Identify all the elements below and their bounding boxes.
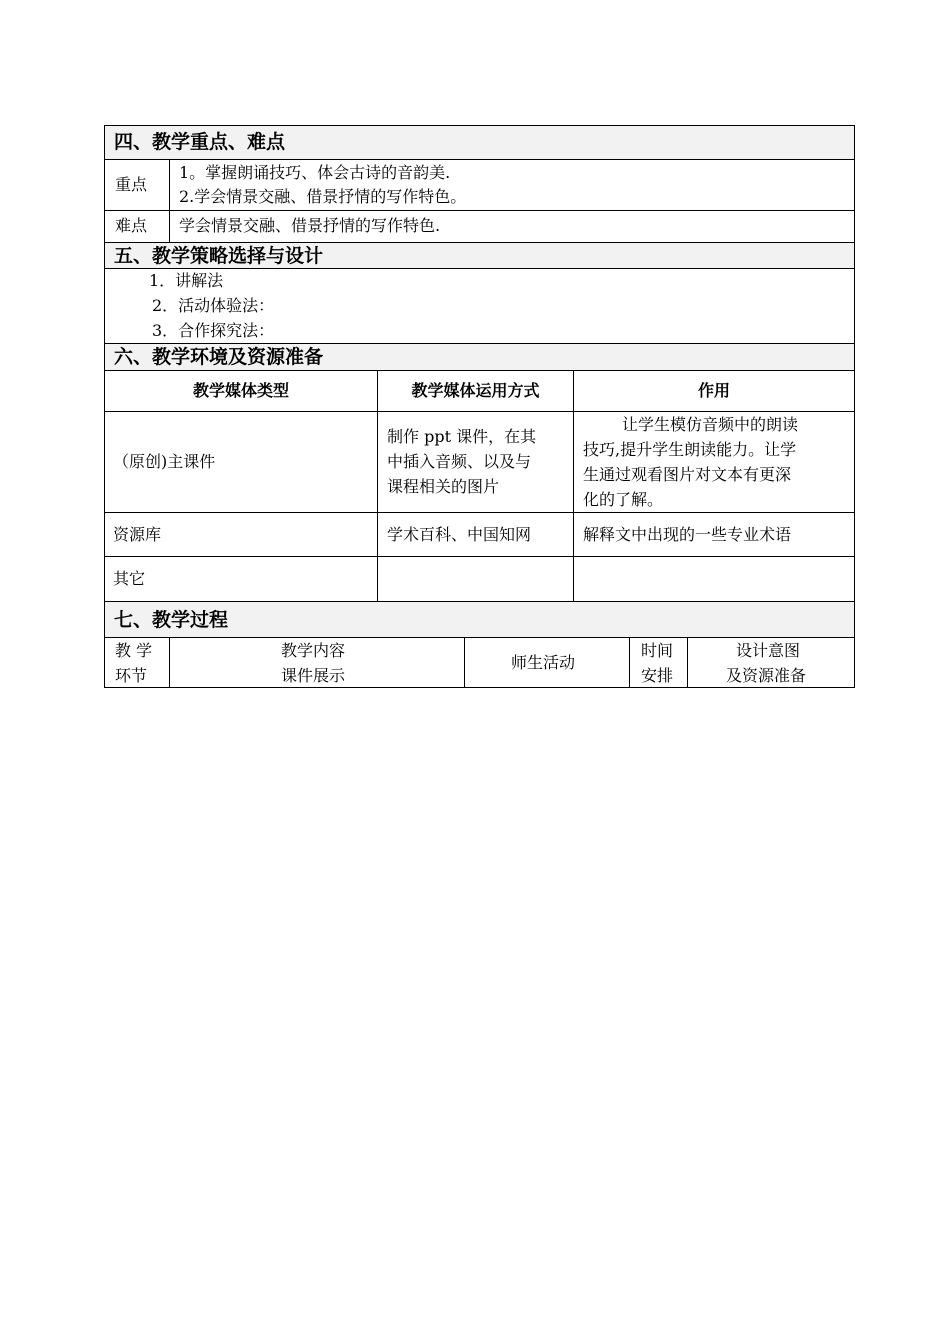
row3-effect-cell xyxy=(573,556,855,602)
strategy-item: 1．讲解法 xyxy=(149,271,224,290)
section-7-title: 七、教学过程 xyxy=(104,601,855,638)
process-col-content-line: 教学内容 xyxy=(281,641,346,660)
section-4-title: 四、教学重点、难点 xyxy=(104,125,855,160)
process-col-activity-label: 师生活动 xyxy=(511,653,576,672)
section-5-title: 五、教学策略选择与设计 xyxy=(104,242,855,269)
row2-effect: 解释文中出现的一些专业术语 xyxy=(583,525,792,544)
process-col-stage-line: 教 学 xyxy=(115,641,153,660)
process-col-stage xyxy=(104,637,170,688)
row2-type: 资源库 xyxy=(113,525,162,544)
row1-usage-line: 课程相关的图片 xyxy=(387,477,500,496)
row1-type: （原创)主课件 xyxy=(113,452,216,471)
process-col-stage-line: 环节 xyxy=(115,666,148,685)
difficulty-text: 学会情景交融、借景抒情的写作特色. xyxy=(179,216,441,235)
row2-usage-cell xyxy=(377,512,574,557)
process-col-time-line: 时间 xyxy=(641,641,674,660)
process-col-design-line: 设计意图 xyxy=(736,641,801,660)
row1-usage-line: 中插入音频、以及与 xyxy=(387,452,532,471)
process-col-design xyxy=(687,637,855,688)
process-col-design-line: 及资源准备 xyxy=(726,666,807,685)
strategy-list xyxy=(104,268,855,344)
row1-effect-line: 技巧,提升学生朗读能力。让学 xyxy=(583,440,797,459)
row1-effect-cell xyxy=(573,411,855,513)
section-6-title: 六、教学环境及资源准备 xyxy=(104,343,855,371)
header-media-type: 教学媒体类型 xyxy=(104,370,378,412)
row3-usage-cell xyxy=(377,556,574,602)
row2-usage: 学术百科、中国知网 xyxy=(387,525,532,544)
row1-usage-cell xyxy=(377,411,574,513)
focus-line-2: 2.学会情景交融、借景抒情的写作特色。 xyxy=(179,187,467,206)
row1-usage-line: 制作 ppt 课件，在其 xyxy=(387,427,537,446)
process-col-activity xyxy=(464,637,630,688)
difficulty-content-cell xyxy=(169,210,855,243)
header-media-usage: 教学媒体运用方式 xyxy=(377,370,574,412)
row1-effect-line: 让学生模仿音频中的朗读 xyxy=(622,415,799,434)
difficulty-label: 难点 xyxy=(115,216,148,235)
row2-effect-cell xyxy=(573,512,855,557)
row2-type-cell xyxy=(104,512,378,557)
process-col-content-line: 课件展示 xyxy=(281,666,346,685)
row1-type-cell xyxy=(104,411,378,513)
focus-label: 重点 xyxy=(115,175,148,194)
focus-label-cell xyxy=(104,159,170,211)
process-col-time xyxy=(629,637,688,688)
focus-line-1: 1。掌握朗诵技巧、体会古诗的音韵美. xyxy=(179,163,451,182)
process-col-content xyxy=(169,637,465,688)
strategy-item: 3．合作探究法： xyxy=(152,321,275,340)
header-effect: 作用 xyxy=(573,370,855,412)
row1-effect-line: 生通过观看图片对文本有更深 xyxy=(583,465,792,484)
row3-type: 其它 xyxy=(113,569,146,588)
process-col-time-line: 安排 xyxy=(641,666,674,685)
row1-effect-line: 化的了解。 xyxy=(583,490,664,509)
difficulty-label-cell xyxy=(104,210,170,243)
focus-content-cell xyxy=(169,159,855,211)
row3-type-cell xyxy=(104,556,378,602)
strategy-item: 2．活动体验法： xyxy=(152,296,275,315)
